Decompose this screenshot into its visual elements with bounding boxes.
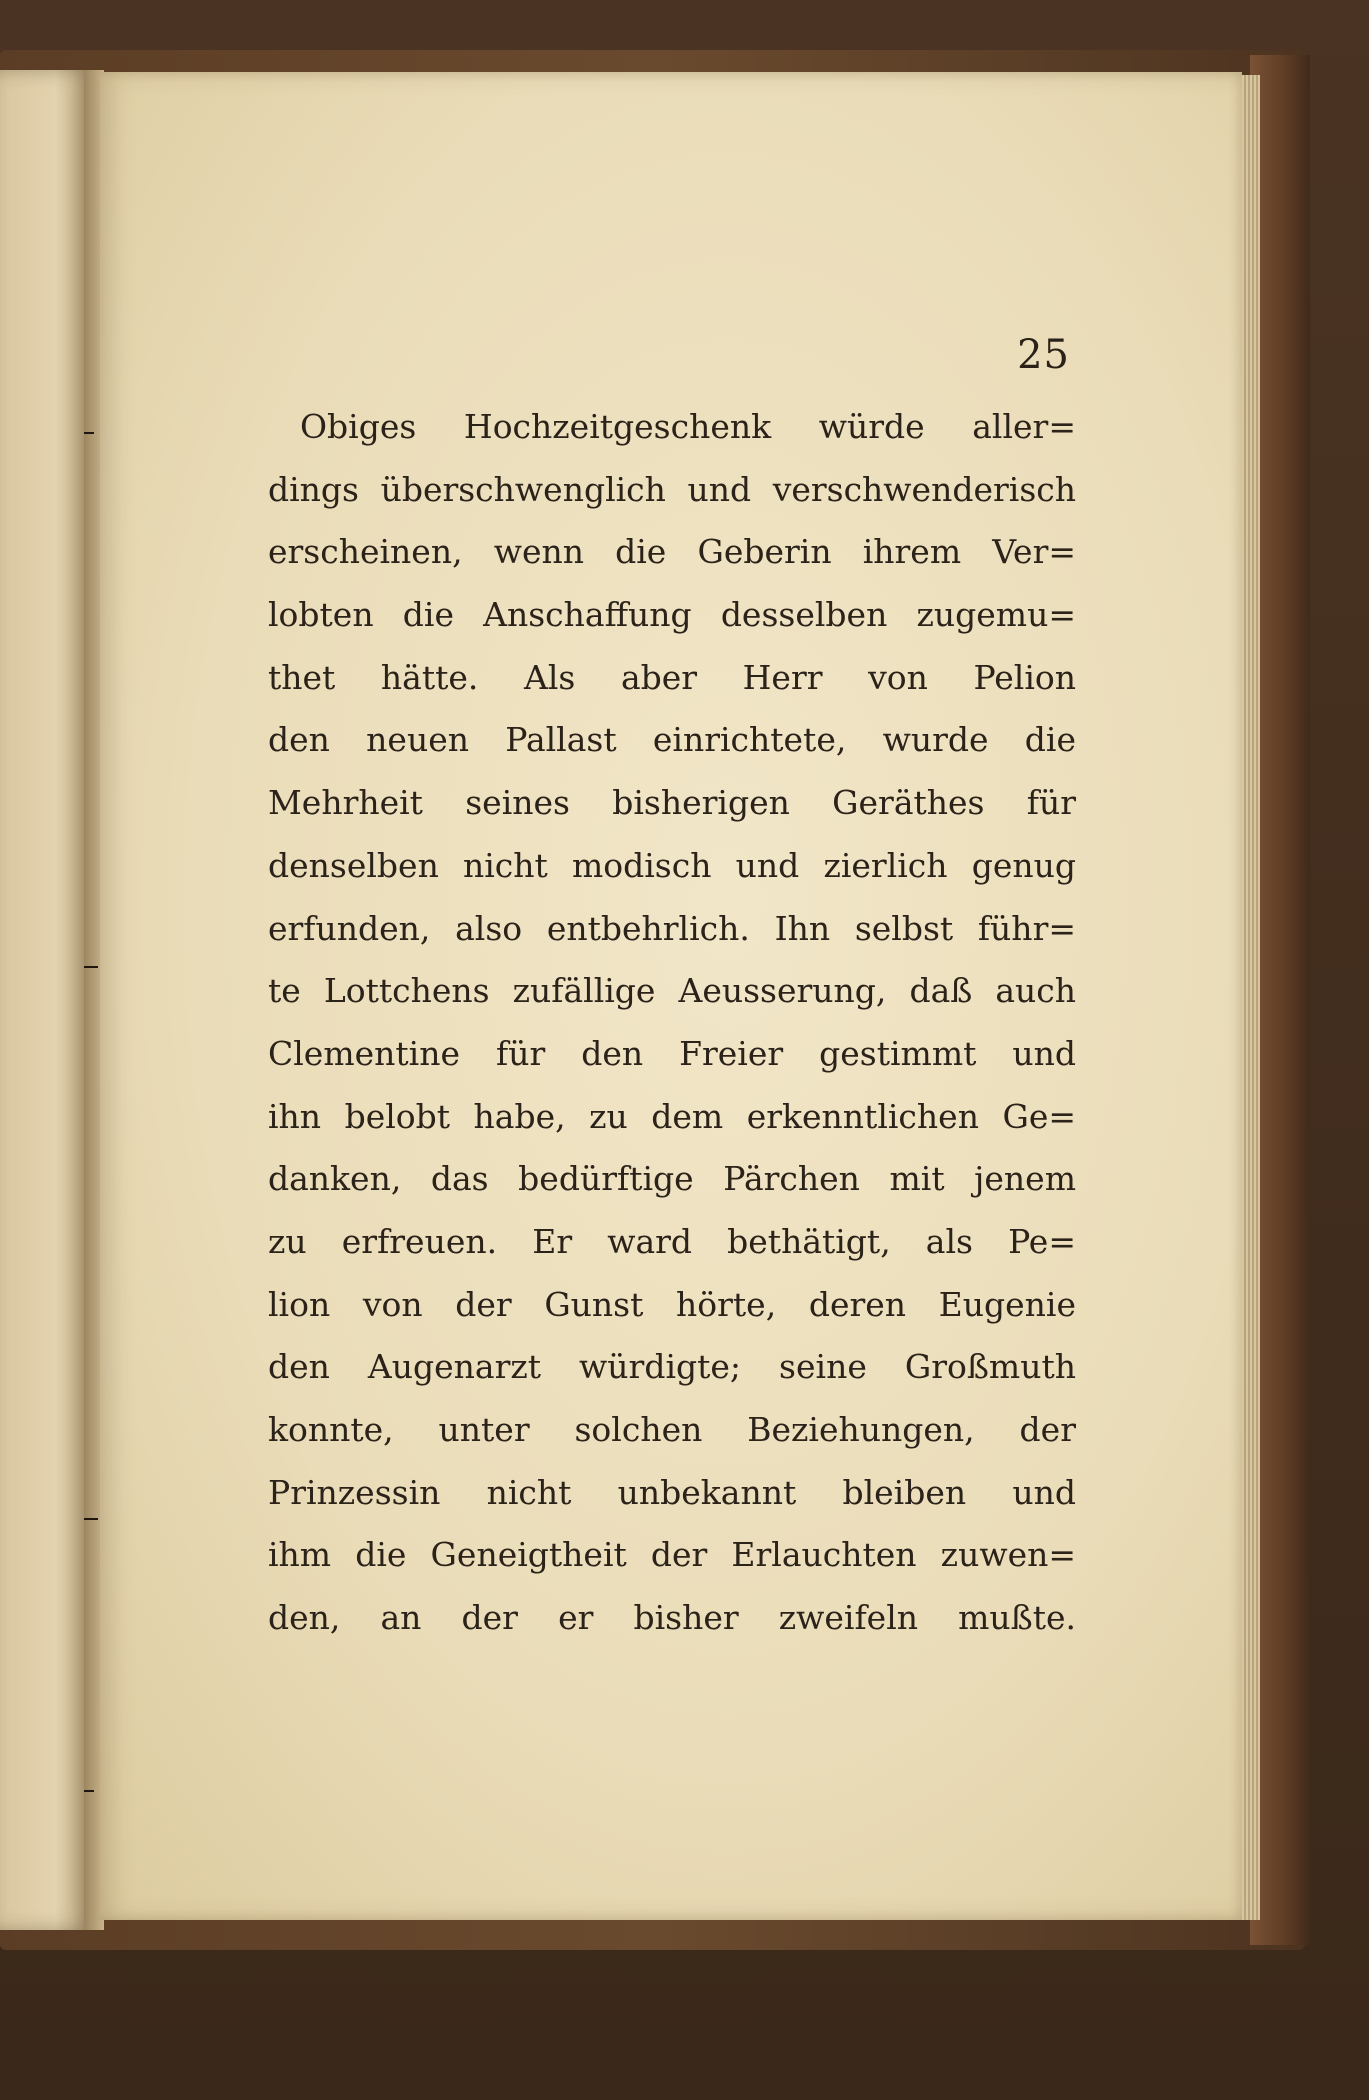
- text-line: ihm die Geneigtheit der Erlauchten zuwen=: [268, 1535, 1076, 1575]
- margin-mark: [84, 966, 98, 968]
- text-line: Prinzessin nicht unbekannt bleiben und: [268, 1472, 1076, 1512]
- text-line: danken, das bedürftige Pärchen mit jenem: [268, 1159, 1076, 1199]
- text-line: ihn belobt habe, zu dem erkenntlichen Ge=: [268, 1096, 1076, 1136]
- margin-mark: [84, 1518, 98, 1520]
- text-line: lion von der Gunst hörte, deren Eugenie: [268, 1284, 1076, 1324]
- left-page-edge: [0, 70, 92, 1930]
- margin-mark: [84, 1790, 94, 1792]
- text-line: den Augenarzt würdigte; seine Großmuth: [268, 1347, 1076, 1387]
- text-line: zu erfreuen. Er ward bethätigt, als Pe=: [268, 1221, 1076, 1261]
- text-line: den neuen Pallast einrichtete, wurde die: [268, 720, 1076, 760]
- page-text: [268, 396, 1076, 1650]
- text-line: Obiges Hochzeitgeschenk würde aller=: [300, 407, 1076, 446]
- text-line: Clementine für den Freier gestimmt und: [268, 1033, 1076, 1073]
- text-line: denselben nicht modisch und zierlich genug: [268, 845, 1076, 885]
- text-line: Mehrheit seines bisherigen Geräthes für: [268, 783, 1076, 823]
- page-number: 25: [1017, 332, 1070, 378]
- text-line: erscheinen, wenn die Geberin ihrem Ver=: [268, 532, 1076, 572]
- margin-mark: [84, 432, 94, 434]
- text-line: thet hätte. Als aber Herr von Pelion: [268, 657, 1076, 697]
- text-line: konnte, unter solchen Beziehungen, der: [268, 1410, 1076, 1449]
- text-line: te Lottchens zufällige Aeusserung, daß auch: [268, 971, 1076, 1011]
- text-line: lobten die Anschaffung desselben zugemu=: [268, 595, 1076, 635]
- text-line: den, an der er bisher zweifeln mußte.: [268, 1598, 1076, 1638]
- book-page: [100, 72, 1242, 1920]
- text-line: erfunden, also entbehrlich. Ihn selbst führ=: [268, 908, 1076, 948]
- text-line: dings überschwenglich und verschwenderisch: [268, 469, 1076, 509]
